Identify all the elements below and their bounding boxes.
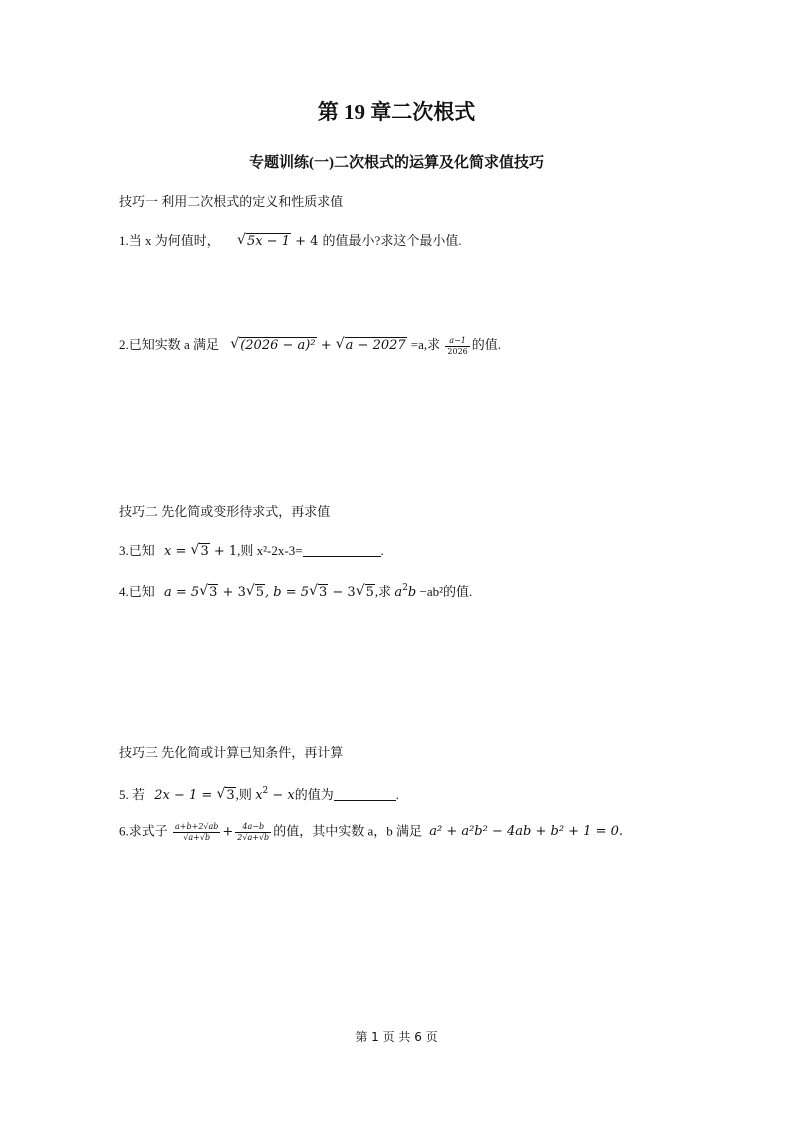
question-2-fraction: $\frac{a-1}{2026}$	[447, 335, 468, 356]
question-4: 4.已知 a = 5√3 + 3√5, b = 5√3 − 3√5,求 $a^2b -ab^2$的值.	[119, 583, 473, 600]
question-2	[119, 335, 501, 357]
question-1-prefix: 1.当 x 为何值时，	[119, 233, 220, 248]
question-1	[119, 231, 462, 251]
answer-blank[interactable]	[334, 788, 396, 801]
question-1-expression: √5x − 1 + 4	[237, 232, 319, 249]
question-2-prefix: 2.已知实数 a 满足	[119, 337, 220, 352]
question-6-mid: 的值，其中实数 a，b 满足	[273, 823, 422, 839]
section-heading-2: 技巧二 先化简或变形待求式，再求值	[119, 504, 331, 519]
question-3-prefix: 3.已知	[119, 543, 155, 558]
question-3: 3.已知 x = √3 + 1,则 x²-2x-3= .	[119, 542, 384, 559]
question-2-suffix: 的值.	[471, 337, 502, 352]
answer-blank[interactable]	[303, 544, 381, 557]
sqrt-symbol: √3	[216, 786, 235, 803]
page-footer: 第 1 页 共 6 页	[355, 1030, 438, 1044]
section-heading-3: 技巧三 先化简或计算已知条件，再计算	[119, 745, 344, 760]
sqrt-symbol: √3	[190, 542, 209, 559]
sqrt-symbol: √5	[245, 583, 265, 600]
question-6-prefix: 6.求式子	[119, 823, 168, 839]
sqrt-symbol: √a − 2027	[335, 336, 406, 353]
question-5-expression: 2x − 1 = √3	[154, 786, 235, 803]
question-3-mid: ,则 x²-2x-3=	[237, 543, 303, 558]
sqrt-symbol: √3	[309, 583, 328, 600]
question-5-target-expression: $x^2 - x$	[255, 786, 295, 803]
question-6-fraction-2: $\frac{4a-b}{2√a+√b}$	[237, 822, 270, 842]
page-subtitle: 专题训练(一)二次根式的运算及化简求值技巧	[249, 155, 544, 171]
page-title: 第 19 章二次根式	[317, 100, 476, 124]
question-5-prefix: 5. 若	[119, 787, 146, 802]
question-4-target-expression: $a^2b$	[394, 583, 417, 600]
question-4-prefix: 4.已知	[119, 584, 155, 599]
section-heading-1: 技巧一 利用二次根式的定义和性质求值	[119, 194, 344, 209]
question-4-mid: ,求	[374, 584, 392, 599]
question-2-mid: =a,求	[410, 337, 441, 352]
question-3-expression: x = √3 + 1	[164, 542, 238, 559]
question-2-expression: √(2026 − a)² + √a − 2027	[230, 336, 406, 353]
sqrt-symbol: √(2026 − a)²	[230, 336, 316, 353]
question-1-suffix: 的值最小?求这个最小值.	[322, 233, 462, 248]
sqrt-symbol: √3	[199, 583, 218, 600]
question-6: 6.求式子 $\frac{a+b+2√ab}{√a+√b}$ + $\frac{4a-b}{2√a+√b}$ 的值，其中实数 a，b 满足 a² + a²b² − 4ab + b² + 1 = 0.	[119, 822, 624, 842]
sqrt-symbol: √5	[355, 583, 374, 600]
question-6-fraction-1: $\frac{a+b+2√ab}{√a+√b}$	[175, 822, 219, 842]
sqrt-symbol: √5x − 1	[237, 232, 290, 249]
question-6-condition: a² + a²b² − 4ab + b² + 1 = 0.	[429, 824, 624, 840]
question-4-expression: a = 5√3 + 3√5, b = 5√3 − 3√5	[164, 583, 374, 600]
question-5: 5. 若 2x − 1 = √3,则 $x^2 - x$的值为 .	[119, 786, 400, 803]
